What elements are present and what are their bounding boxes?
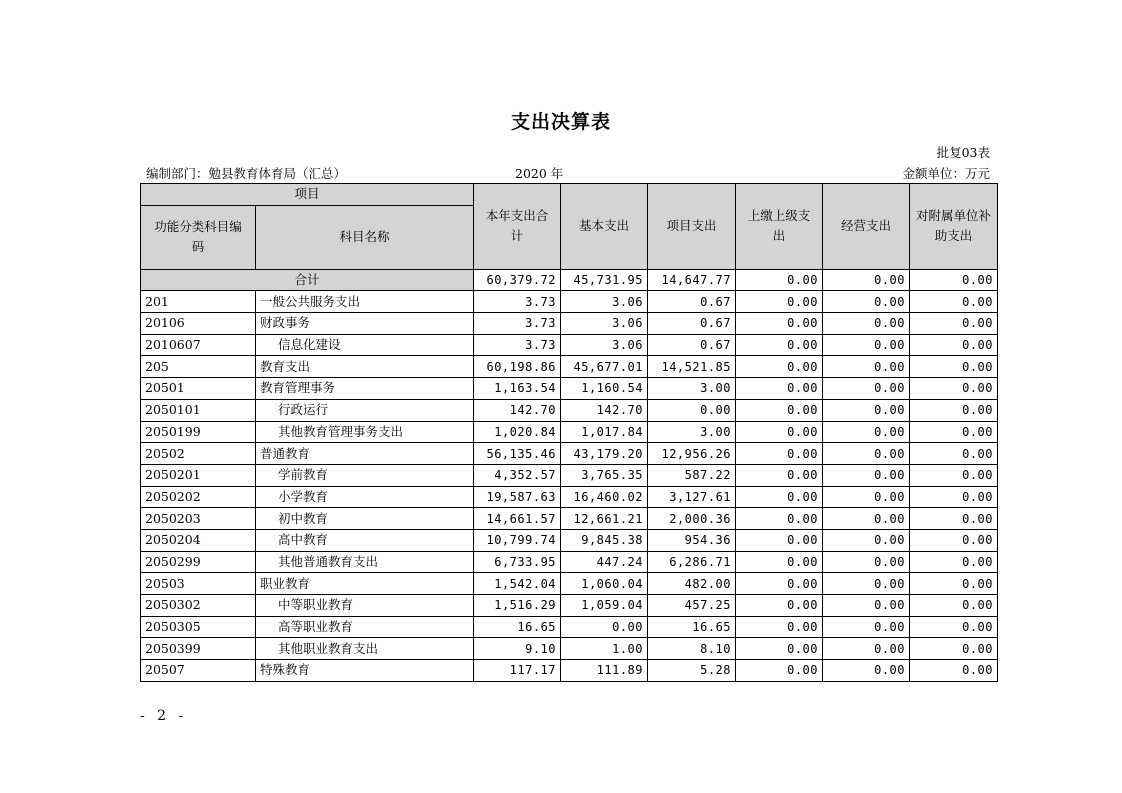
remit-cell: 0.00 (736, 551, 823, 573)
project-cell: 0.67 (648, 313, 736, 335)
project-cell: 8.10 (648, 638, 736, 660)
business-cell: 0.00 (823, 378, 910, 400)
header-name: 科目名称 (256, 205, 474, 269)
table-row (141, 529, 998, 551)
subsidy-cell: 0.00 (910, 595, 998, 617)
code-cell: 2050302 (141, 595, 256, 617)
business-cell: 0.00 (823, 551, 910, 573)
total-cell: 16.65 (474, 616, 561, 638)
subsidy-cell: 0.00 (910, 464, 998, 486)
business-cell: 0.00 (823, 508, 910, 530)
table-row (141, 313, 998, 335)
basic-cell: 111.89 (561, 660, 648, 682)
total-cell: 56,135.46 (474, 443, 561, 465)
total-cell: 14,661.57 (474, 508, 561, 530)
business-cell: 0.00 (823, 660, 910, 682)
code-cell: 205 (141, 356, 256, 378)
header-code-text: 功能分类科目编码 (154, 219, 242, 255)
remit-cell: 0.00 (736, 356, 823, 378)
code-cell: 2050101 (141, 399, 256, 421)
remit-cell: 0.00 (736, 595, 823, 617)
table-row (141, 508, 998, 530)
name-cell: 学前教育 (256, 464, 474, 486)
remit-cell: 0.00 (736, 660, 823, 682)
business-cell: 0.00 (823, 573, 910, 595)
basic-cell: 3.06 (561, 313, 648, 335)
table-row (141, 356, 998, 378)
page-title: 支出决算表 (510, 111, 611, 133)
basic-cell: 447.24 (561, 551, 648, 573)
code-cell: 20106 (141, 313, 256, 335)
project-cell: 14,521.85 (648, 356, 736, 378)
subsidy-cell: 0.00 (910, 616, 998, 638)
project-cell: 482.00 (648, 573, 736, 595)
name-cell: 小学教育 (256, 486, 474, 508)
business-cell: 0.00 (823, 313, 910, 335)
total-cell: 4,352.57 (474, 464, 561, 486)
subsidy-cell: 0.00 (910, 269, 998, 291)
department-label: 编制部门：勉县教育体育局（汇总） (146, 166, 347, 181)
business-cell: 0.00 (823, 443, 910, 465)
total-cell: 60,198.86 (474, 356, 561, 378)
total-row (141, 269, 998, 291)
remit-cell: 0.00 (736, 638, 823, 660)
code-cell: 2010607 (141, 334, 256, 356)
basic-cell: 45,677.01 (561, 356, 648, 378)
business-cell: 0.00 (823, 399, 910, 421)
code-cell: 20503 (141, 573, 256, 595)
subsidy-cell: 0.00 (910, 529, 998, 551)
basic-cell: 12,661.21 (561, 508, 648, 530)
remit-cell: 0.00 (736, 291, 823, 313)
table-row (141, 443, 998, 465)
project-cell: 0.67 (648, 334, 736, 356)
project-cell: 3.00 (648, 378, 736, 400)
subsidy-cell: 0.00 (910, 334, 998, 356)
code-cell: 2050203 (141, 508, 256, 530)
subsidy-cell: 0.00 (910, 378, 998, 400)
name-cell: 信息化建设 (256, 334, 474, 356)
subsidy-cell: 0.00 (910, 421, 998, 443)
project-cell: 6,286.71 (648, 551, 736, 573)
total-cell: 9.10 (474, 638, 561, 660)
project-cell: 12,956.26 (648, 443, 736, 465)
project-cell: 0.00 (648, 399, 736, 421)
business-cell: 0.00 (823, 486, 910, 508)
code-cell: 2050299 (141, 551, 256, 573)
total-label: 合计 (141, 269, 474, 291)
business-cell: 0.00 (823, 356, 910, 378)
table-row (141, 486, 998, 508)
basic-cell: 3.06 (561, 291, 648, 313)
form-number: 批复03表 (936, 145, 990, 160)
code-cell: 2050204 (141, 529, 256, 551)
header-remit (736, 184, 823, 270)
code-cell: 2050305 (141, 616, 256, 638)
total-cell: 6,733.95 (474, 551, 561, 573)
total-cell: 117.17 (474, 660, 561, 682)
basic-cell: 3,765.35 (561, 464, 648, 486)
project-cell: 0.67 (648, 291, 736, 313)
name-cell: 行政运行 (256, 399, 474, 421)
table-row (141, 595, 998, 617)
name-cell: 一般公共服务支出 (256, 291, 474, 313)
total-cell: 19,587.63 (474, 486, 561, 508)
remit-cell: 0.00 (736, 616, 823, 638)
code-cell: 20502 (141, 443, 256, 465)
name-cell: 教育管理事务 (256, 378, 474, 400)
code-cell: 2050202 (141, 486, 256, 508)
name-cell: 高等职业教育 (256, 616, 474, 638)
code-cell: 20507 (141, 660, 256, 682)
remit-cell: 0.00 (736, 529, 823, 551)
remit-cell: 0.00 (736, 399, 823, 421)
basic-cell: 45,731.95 (561, 269, 648, 291)
name-cell: 其他职业教育支出 (256, 638, 474, 660)
remit-cell: 0.00 (736, 378, 823, 400)
header-remit-text: 上缴上级支出 (747, 208, 811, 244)
subsidy-cell: 0.00 (910, 291, 998, 313)
table-row (141, 291, 998, 313)
remit-cell: 0.00 (736, 486, 823, 508)
total-cell: 1,163.54 (474, 378, 561, 400)
project-cell: 3,127.61 (648, 486, 736, 508)
name-cell: 财政事务 (256, 313, 474, 335)
total-cell: 3.73 (474, 313, 561, 335)
subsidy-cell: 0.00 (910, 486, 998, 508)
total-cell: 1,516.29 (474, 595, 561, 617)
header-business: 经营支出 (823, 184, 910, 270)
table-row (141, 551, 998, 573)
business-cell: 0.00 (823, 269, 910, 291)
business-cell: 0.00 (823, 638, 910, 660)
business-cell: 0.00 (823, 529, 910, 551)
code-cell: 2050199 (141, 421, 256, 443)
table-row (141, 616, 998, 638)
project-cell: 954.36 (648, 529, 736, 551)
remit-cell: 0.00 (736, 508, 823, 530)
table-row (141, 334, 998, 356)
table-row (141, 660, 998, 682)
table-row (141, 573, 998, 595)
total-cell: 142.70 (474, 399, 561, 421)
remit-cell: 0.00 (736, 464, 823, 486)
amount-unit: 金额单位：万元 (902, 166, 990, 181)
table-row (141, 421, 998, 443)
remit-cell: 0.00 (736, 443, 823, 465)
basic-cell: 1,160.54 (561, 378, 648, 400)
subsidy-cell: 0.00 (910, 660, 998, 682)
total-cell: 10,799.74 (474, 529, 561, 551)
name-cell: 初中教育 (256, 508, 474, 530)
total-cell: 3.73 (474, 334, 561, 356)
name-cell: 教育支出 (256, 356, 474, 378)
fiscal-year: 2020 年 (515, 166, 564, 181)
business-cell: 0.00 (823, 421, 910, 443)
remit-cell: 0.00 (736, 421, 823, 443)
page-number: - 2 - (140, 708, 188, 724)
table-row (141, 378, 998, 400)
remit-cell: 0.00 (736, 313, 823, 335)
name-cell: 中等职业教育 (256, 595, 474, 617)
subsidy-cell: 0.00 (910, 551, 998, 573)
header-project: 项目支出 (648, 184, 736, 270)
table-row (141, 399, 998, 421)
header-basic: 基本支出 (561, 184, 648, 270)
project-cell: 16.65 (648, 616, 736, 638)
header-code (141, 205, 256, 269)
header-group-item: 项目 (141, 184, 474, 206)
total-cell: 1,542.04 (474, 573, 561, 595)
project-cell: 5.28 (648, 660, 736, 682)
basic-cell: 9,845.38 (561, 529, 648, 551)
project-cell: 457.25 (648, 595, 736, 617)
table-body (141, 269, 998, 681)
basic-cell: 1,017.84 (561, 421, 648, 443)
subsidy-cell: 0.00 (910, 573, 998, 595)
business-cell: 0.00 (823, 595, 910, 617)
name-cell: 特殊教育 (256, 660, 474, 682)
name-cell: 普通教育 (256, 443, 474, 465)
project-cell: 587.22 (648, 464, 736, 486)
basic-cell: 1,059.04 (561, 595, 648, 617)
subsidy-cell: 0.00 (910, 356, 998, 378)
header-subsidy-text: 对附属单位补助支出 (916, 208, 992, 244)
remit-cell: 0.00 (736, 334, 823, 356)
code-cell: 2050399 (141, 638, 256, 660)
header-total (474, 184, 561, 270)
table-row (141, 638, 998, 660)
basic-cell: 0.00 (561, 616, 648, 638)
name-cell: 职业教育 (256, 573, 474, 595)
business-cell: 0.00 (823, 464, 910, 486)
subsidy-cell: 0.00 (910, 313, 998, 335)
name-cell: 高中教育 (256, 529, 474, 551)
total-cell: 60,379.72 (474, 269, 561, 291)
subsidy-cell: 0.00 (910, 638, 998, 660)
code-cell: 201 (141, 291, 256, 313)
basic-cell: 142.70 (561, 399, 648, 421)
business-cell: 0.00 (823, 616, 910, 638)
subsidy-cell: 0.00 (910, 443, 998, 465)
name-cell: 其他普通教育支出 (256, 551, 474, 573)
remit-cell: 0.00 (736, 269, 823, 291)
expenditure-table (140, 183, 998, 682)
name-cell: 其他教育管理事务支出 (256, 421, 474, 443)
header-subsidy (910, 184, 998, 270)
basic-cell: 1.00 (561, 638, 648, 660)
header-total-text: 本年支出合计 (485, 208, 549, 244)
total-cell: 1,020.84 (474, 421, 561, 443)
business-cell: 0.00 (823, 334, 910, 356)
basic-cell: 16,460.02 (561, 486, 648, 508)
project-cell: 2,000.36 (648, 508, 736, 530)
subsidy-cell: 0.00 (910, 399, 998, 421)
subsidy-cell: 0.00 (910, 508, 998, 530)
code-cell: 20501 (141, 378, 256, 400)
project-cell: 14,647.77 (648, 269, 736, 291)
basic-cell: 43,179.20 (561, 443, 648, 465)
business-cell: 0.00 (823, 291, 910, 313)
basic-cell: 1,060.04 (561, 573, 648, 595)
remit-cell: 0.00 (736, 573, 823, 595)
project-cell: 3.00 (648, 421, 736, 443)
code-cell: 2050201 (141, 464, 256, 486)
table-row (141, 464, 998, 486)
total-cell: 3.73 (474, 291, 561, 313)
basic-cell: 3.06 (561, 334, 648, 356)
